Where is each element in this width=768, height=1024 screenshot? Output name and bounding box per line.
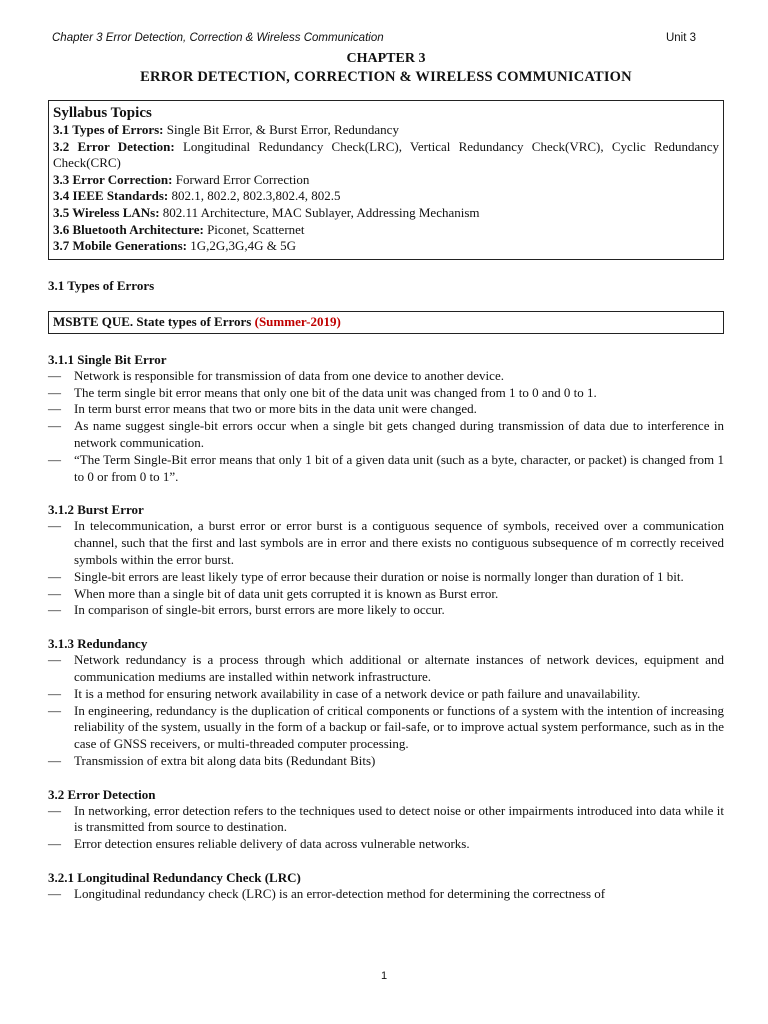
syllabus-item: 3.4 IEEE Standards: 802.1, 802.2, 802.3,802.4, 802.5 (53, 188, 341, 204)
list-item: — In telecommunication, a burst error or error burst is a contiguous sequence of symbols, received over a communication channel, such that the first and last symbols are in error and there exists no contiguous subsequence of m correctly received symbols within the error burst. (48, 518, 724, 567)
chapter-label: CHAPTER 3 (346, 51, 426, 66)
running-header (48, 30, 724, 48)
list-item: — Single-bit errors are least likely type of error because their duration or noise is normally longer than duration of 1 bit. (48, 568, 684, 584)
bullet-list-single-bit (48, 368, 724, 486)
syllabus-item: 3.3 Error Correction: Forward Error Correction (53, 171, 310, 187)
list-item: — When more than a single bit of data unit gets corrupted it is known as Burst error. (48, 585, 499, 601)
bullet-list-error-detection (48, 803, 724, 853)
section-heading-3-1-1: 3.1.1 Single Bit Error (48, 351, 167, 367)
section-heading-3-2-1: 3.2.1 Longitudinal Redundancy Check (LRC) (48, 870, 301, 886)
bullet-list-redundancy (48, 652, 724, 770)
question-tag: (Summer-2019) (254, 313, 341, 329)
list-item: — Longitudinal redundancy check (LRC) is an error-detection method for determining the correctness of (48, 886, 606, 902)
section-heading-3-1: 3.1 Types of Errors (48, 277, 155, 293)
list-item: — Transmission of extra bit along data bits (Redundant Bits) (48, 752, 376, 768)
dash-bullet-icon: — (48, 518, 61, 534)
dash-bullet-icon: — (48, 802, 61, 818)
syllabus-item: 3.1 Types of Errors: Single Bit Error, & Burst Error, Redundancy (53, 122, 399, 137)
bullet-list-lrc (48, 886, 724, 903)
section-heading-3-2: 3.2 Error Detection (48, 786, 156, 802)
syllabus-item: 3.5 Wireless LANs: 802.11 Architecture, MAC Sublayer, Addressing Mechanism (53, 204, 480, 220)
list-item: — In comparison of single-bit errors, burst errors are more likely to occur. (48, 602, 445, 618)
document-page (48, 30, 724, 903)
dash-bullet-icon: — (48, 886, 61, 902)
dash-bullet-icon: — (48, 367, 61, 383)
syllabus-box (48, 100, 724, 260)
list-item: — In networking, error detection refers to the techniques used to detect noise or other impairments introduced into data while it is transmitted from source to destination. (48, 802, 724, 835)
list-item: — In engineering, redundancy is the duplication of critical components or functions of a system with the intention of increasing reliability of the system, usually in the form of a backup or fail-safe, or to improve actual system performance, such as in the case of GNSS receivers, or multi-threaded computer processing. (48, 702, 724, 752)
bullet-list-burst-error (48, 518, 724, 619)
dash-bullet-icon: — (48, 702, 61, 718)
page-number: 1 (380, 970, 388, 982)
syllabus-item: 3.2 Error Detection: Longitudinal Redundancy Check(LRC), Vertical Redundancy Check(VRC), Cyclic Redundancy Check(CRC) (53, 138, 719, 171)
dash-bullet-icon: — (48, 418, 61, 434)
dash-bullet-icon: — (48, 752, 61, 768)
dash-bullet-icon: — (48, 652, 61, 668)
syllabus-heading: Syllabus Topics (53, 105, 152, 121)
list-item: — Network is responsible for transmission of data from one device to another device. (48, 367, 504, 383)
msbte-question-box (48, 311, 724, 334)
list-item: — Error detection ensures reliable delivery of data across vulnerable networks. (48, 836, 470, 852)
running-header-chapter: Chapter 3 Error Detection, Correction & Wireless Communication (52, 32, 384, 44)
dash-bullet-icon: — (48, 685, 61, 701)
list-item: — As name suggest single-bit errors occur when a single bit gets changed during transmission of data due to interference in network communication. (48, 418, 724, 450)
dash-bullet-icon: — (48, 568, 61, 584)
section-heading-3-1-3: 3.1.3 Redundancy (48, 636, 148, 652)
list-item: — It is a method for ensuring network availability in case of a network device or path failure and unavailability. (48, 685, 641, 701)
list-item: — The term single bit error means that only one bit of the data unit was changed from 1 to 0 and 0 to 1. (48, 384, 597, 400)
list-item: — In term burst error means that two or more bits in the data unit were changed. (48, 401, 477, 417)
syllabus-item: 3.7 Mobile Generations: 1G,2G,3G,4G & 5G (53, 238, 297, 254)
dash-bullet-icon: — (48, 451, 61, 467)
dash-bullet-icon: — (48, 836, 61, 852)
section-heading-3-1-2: 3.1.2 Burst Error (48, 502, 144, 518)
dash-bullet-icon: — (48, 384, 61, 400)
dash-bullet-icon: — (48, 602, 61, 618)
dash-bullet-icon: — (48, 401, 61, 417)
list-item: — Network redundancy is a process through which additional or alternate instances of network devices, equipment and communication mediums are installed within network infrastructure. (48, 652, 724, 684)
running-header-unit: Unit 3 (665, 32, 696, 44)
chapter-title: ERROR DETECTION, CORRECTION & WIRELESS COMMUNICATION (140, 69, 632, 85)
syllabus-item: 3.6 Bluetooth Architecture: Piconet, Scatternet (53, 221, 305, 237)
dash-bullet-icon: — (48, 585, 61, 601)
question-text: MSBTE QUE. State types of Errors (53, 313, 255, 329)
list-item: — “The Term Single-Bit error means that only 1 bit of a given data unit (such as a byte, character, or packet) is changed from 1 to 0 or from 0 to 1”. (48, 451, 724, 484)
